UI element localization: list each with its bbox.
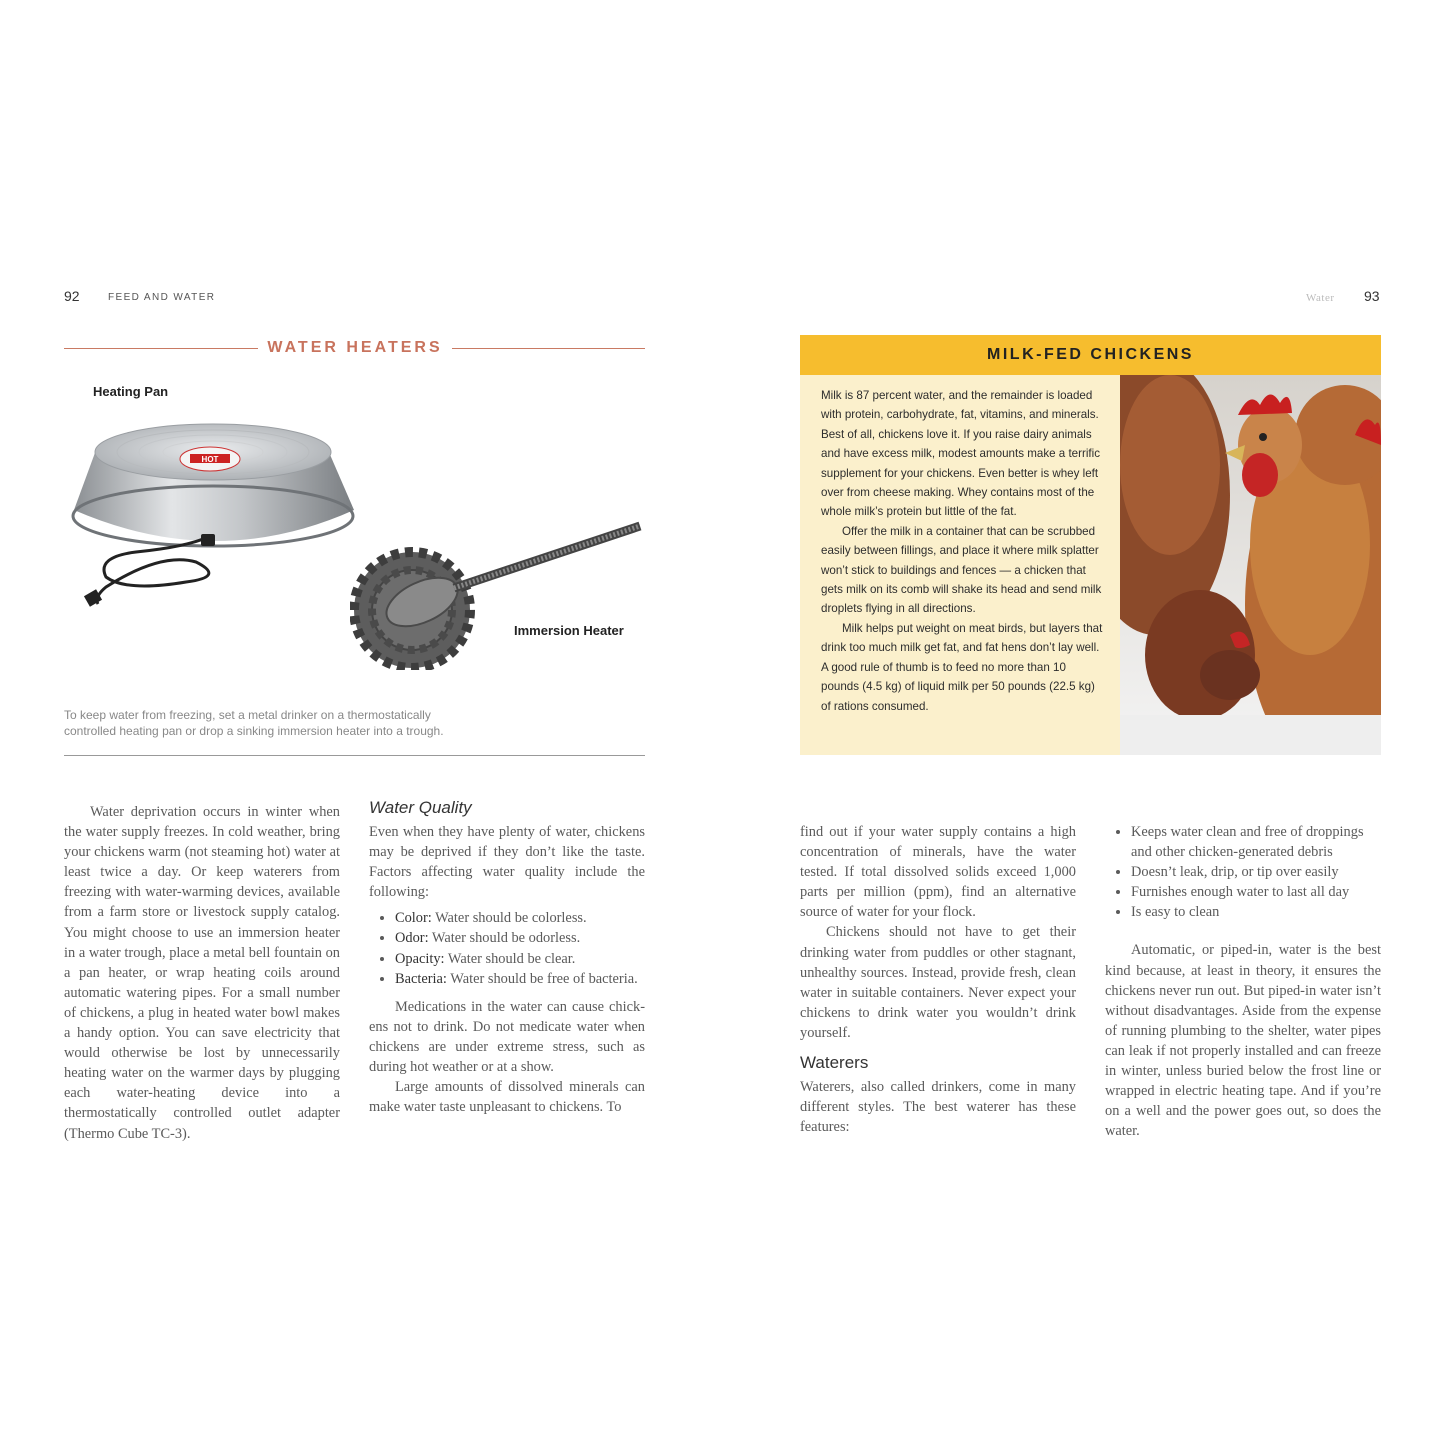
feature-bottom-rule <box>64 755 645 756</box>
body-column-1 <box>64 802 340 1144</box>
waterer-features-list <box>1105 822 1381 922</box>
col3-paragraph-2: Chickens should not have to get their drinking water from puddles or other stagnant, unhealthy sources. Instead, provide fresh, clean water in suitable containers. Never expect your chickens to drink water you wouldn’t drink yourself. <box>800 924 1076 1041</box>
right-page-number: 93 <box>1364 288 1380 304</box>
col2-paragraph-2: Medications in the water can cause chickens not to drink. Do not medicate water when chickens are under extreme stress, such as during hot weather or at a show. <box>369 998 645 1076</box>
col2-intro: Even when they have plenty of water, chickens may be deprived if they don’t like the taste. Factors affecting water quality include the following: <box>369 824 645 901</box>
list-item: • Is easy to clean <box>1131 902 1381 922</box>
list-item <box>395 928 645 948</box>
water-quality-heading: Water Quality <box>369 798 472 817</box>
list-item <box>395 949 645 969</box>
list-term: Opacity: <box>395 950 445 967</box>
sidebar-text <box>821 386 1107 716</box>
list-item: • Keeps water clean and free of droppings and other chicken-generated debris <box>1131 822 1381 862</box>
list-item: • Doesn’t leak, drip, or tip over easily <box>1131 862 1381 882</box>
immersion-heater-image <box>350 518 642 670</box>
sidebar-paragraph-1: Milk is 87 percent water, and the remainder is loaded with protein, carbohydrate, fat, vitamins, and minerals. Best of all, chickens love it. If you raise dairy animals and have excess milk, modest amounts make a terrific supplement for your chickens. Even better is whey left over from cheese making. Whey contains most of the whole milk’s protein but little of the fat. <box>821 389 1101 519</box>
list-item <box>395 908 645 928</box>
list-text: Water should be free of bacteria. <box>446 970 638 987</box>
feature-title: WATER HEATERS <box>267 339 443 356</box>
col4-paragraph: Automatic, or piped-in, water is the best kind because, at least in theory, it ensures the chickens never run out. But piped-in water isn’t without disadvantages. Aside from the expense of running plumbing to the shelter, water pipes can leak if not properly installed and can freeze in winter, unless buried below the frost line or wrapped in electric heating tape. And if you’re on a well and the power goes out, so does the water. <box>1105 942 1381 1140</box>
heating-pan-label: Heating Pan <box>93 384 169 399</box>
list-text: Water should be colorless. <box>431 910 587 927</box>
sidebar-paragraph-2: Offer the milk in a container that can be scrubbed easily between fillings, and place it where milk splatter won’t stick to buildings and fences — a chicken that gets milk on its comb will shake its head and send milk droplets flying in all directions. <box>821 524 1102 616</box>
col1-paragraph: Water deprivation occurs in winter when the water supply freezes. In cold weather, bring your chickens warm (not steaming hot) water at least twice a day. Or keep waterers from freezing with water-warming devices, available from a farm store or livestock supply catalog. You might choose to use an immersion heater in a water trough, place a metal bell fountain on a pan heater, or wrap heating coils around automatic watering pipes. For a small number of chickens, a plug in heated water bowl makes a handy option. You can save electricity that would otherwise be lost by unnecessarily heating water on the warmer days by plugging each water-heating device into a thermostatically controlled outlet adapter (Thermo Cube TC-3). <box>64 804 340 1142</box>
sidebar-title: MILK-FED CHICKENS <box>800 335 1381 375</box>
list-item <box>395 969 645 989</box>
feature-rule-right <box>452 348 645 349</box>
col3-paragraph-3: Waterers, also called drinkers, come in many different styles. The best waterer has these features: <box>800 1079 1076 1136</box>
sidebar-paragraph-3: Milk helps put weight on meat birds, but layers that drink too much milk get fat, and fat hens don’t lay well. A good rule of thumb is to feed no more than 10 pounds (4.5 kg) of liquid milk per 50 pounds (22.5 kg) of rations consumed. <box>821 621 1103 713</box>
immersion-heater-label: Immersion Heater <box>514 623 624 638</box>
feature-caption: To keep water from freezing, set a metal drinker on a thermostatically controlled heating pan or drop a sinking immersion heater into a trough. <box>64 708 444 738</box>
body-column-4 <box>1105 822 1381 1141</box>
col3-paragraph-1: find out if your water supply contains a high concentration of minerals, have the water tested. If total dissolved solids exceed 1,000 parts per million (ppm), find an alternative source of water for your flock. <box>800 824 1076 921</box>
hot-text: HOT <box>201 455 219 464</box>
col2-paragraph-3: Large amounts of dissolved minerals can make water taste unpleasant to chickens. To <box>369 1079 645 1116</box>
list-term: Bacteria: <box>395 970 447 987</box>
list-item: • Furnishes enough water to last all day <box>1131 882 1381 902</box>
list-term: Odor: <box>395 930 429 947</box>
left-page-number: 92 <box>64 288 80 304</box>
body-column-2 <box>369 798 645 1117</box>
body-column-3 <box>800 822 1076 1137</box>
list-text: Water should be odorless. <box>428 930 581 947</box>
list-term: Color: <box>395 910 432 927</box>
list-text: Water should be clear. <box>444 950 576 967</box>
left-running-head: FEED AND WATER <box>108 292 216 303</box>
water-quality-list <box>369 908 645 988</box>
chickens-photo <box>1120 375 1381 755</box>
feature-rule-left <box>64 348 258 349</box>
heating-pan-image <box>66 412 361 617</box>
right-running-head: Water <box>1306 292 1335 304</box>
waterers-heading: Waterers <box>800 1053 869 1073</box>
